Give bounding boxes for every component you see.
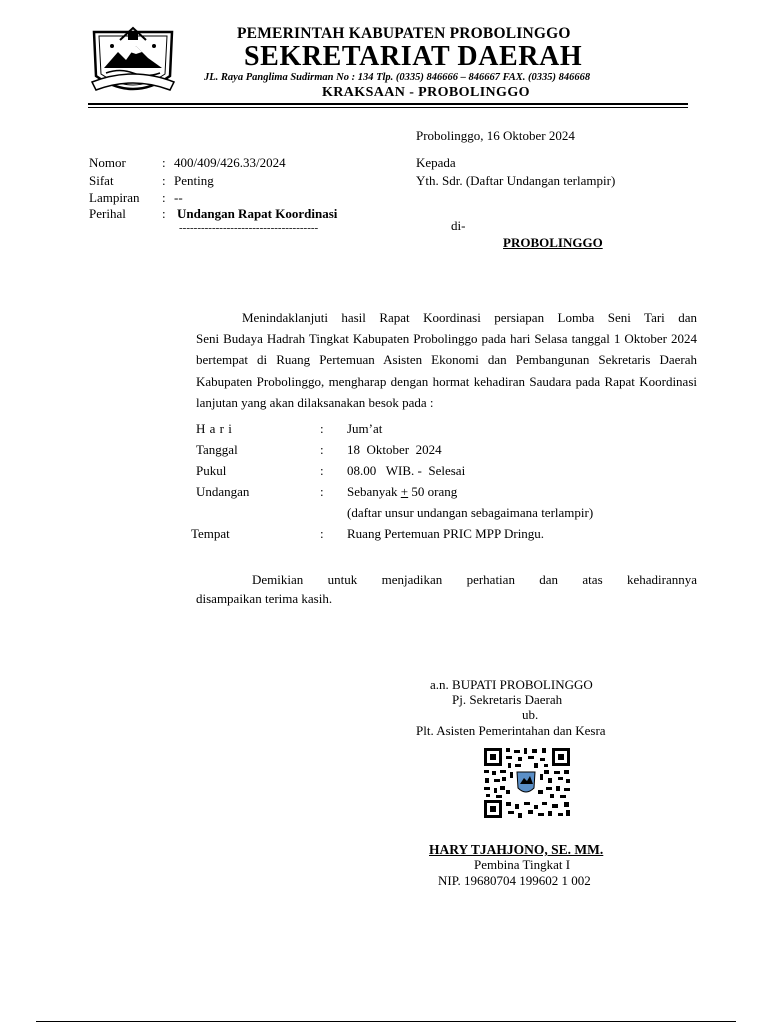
tanggal-value: 18 Oktober 2024 (347, 442, 442, 457)
perihal-underline: -------------------------------------- (179, 222, 319, 234)
tanggal-label: Tanggal (196, 442, 238, 457)
signatory-nip: NIP. 19680704 199602 1 002 (438, 873, 591, 888)
body-first-line: Menindaklanjuti hasil Rapat Koordinasi persiapan Lomba Seni Tari dan (242, 310, 697, 325)
perihal-value: Undangan Rapat Koordinasi (177, 206, 338, 221)
page-bottom-rule (36, 1021, 736, 1022)
tanggal-colon: : (320, 442, 324, 457)
office-address: JL. Raya Panglima Sudirman No : 134 Tlp. (0335) 846666 – 846667 FAX. (0335) 846668 (204, 72, 591, 83)
hari-label: H a r i (196, 421, 233, 436)
lampiran-label: Lampiran (89, 190, 140, 205)
signature-pj: Pj. Sekretaris Daerah (452, 692, 563, 707)
nomor-label: Nomor (89, 155, 126, 170)
regency-emblem-icon (90, 26, 176, 102)
hari-value: Jum’at (347, 421, 383, 436)
body-paragraph: Seni Budaya Hadrah Tingkat Kabupaten Probolinggo pada hari Selasa tanggal 1 Oktober 2024 bertempat di Ruang Pertemuan Asisten Ekonomi dan Pembangunan Sekretaris Daerah Kabupaten Probolinggo, mengharap dengan hormat kehadiran Saudara pada Rapat Koordinasi lanjutan yang akan dilaksanakan besok pada : (196, 331, 697, 410)
perihal-colon: : (162, 206, 166, 221)
lampiran-colon: : (162, 190, 166, 205)
recipient-yth: Yth. Sdr. (Daftar Undangan terlampir) (416, 173, 616, 188)
undangan-pre: Sebanyak (347, 484, 401, 499)
sifat-value: Penting (174, 173, 214, 188)
government-name: PEMERINTAH KABUPATEN PROBOLINGGO (237, 25, 571, 42)
signature-plt: Plt. Asisten Pemerintahan dan Kesra (416, 723, 606, 738)
signatory-rank: Pembina Tingkat I (474, 857, 571, 872)
tempat-colon: : (320, 526, 324, 541)
tempat-label: Tempat (191, 526, 230, 541)
pukul-colon: : (320, 463, 324, 478)
sifat-colon: : (162, 173, 166, 188)
undangan-note: (daftar unsur undangan sebagaimana terlampir) (347, 505, 594, 520)
signature-an: a.n. BUPATI PROBOLINGGO (430, 677, 593, 692)
undangan-value (347, 484, 457, 500)
undangan-colon: : (320, 484, 324, 499)
nomor-colon: : (162, 155, 166, 170)
nomor-value: 400/409/426.33/2024 (174, 155, 286, 170)
recipient-place: PROBOLINGGO (503, 235, 603, 250)
header-rule-thick (88, 103, 688, 105)
signatory-name: HARY TJAHJONO, SE. MM. (429, 842, 604, 857)
pukul-value: 08.00 WIB. - Selesai (347, 463, 466, 478)
qr-code-icon (482, 746, 572, 820)
kepada-label: Kepada (416, 155, 456, 170)
office-name: SEKRETARIAT DAERAH (244, 41, 583, 72)
signature-ub: ub. (522, 707, 539, 722)
undangan-label: Undangan (196, 484, 250, 499)
tempat-value: Ruang Pertemuan PRIC MPP Dringu. (347, 526, 545, 541)
sifat-label: Sifat (89, 173, 114, 188)
closing-first-line: Demikian untuk menjadikan perhatian dan atas kehadirannya (252, 572, 697, 587)
pukul-label: Pukul (196, 463, 227, 478)
office-city: KRAKSAAN - PROBOLINGGO (322, 85, 530, 100)
lampiran-value: -- (174, 190, 183, 205)
undangan-post: 50 orang (408, 484, 458, 499)
letter-date: Probolinggo, 16 Oktober 2024 (416, 128, 575, 143)
hari-colon: : (320, 421, 324, 436)
recipient-di: di- (451, 218, 466, 233)
header-rule-thin (88, 107, 688, 108)
plus-minus-sign: + (400, 484, 409, 499)
perihal-label: Perihal (89, 206, 126, 221)
closing-second-line: disampaikan terima kasih. (196, 591, 333, 606)
